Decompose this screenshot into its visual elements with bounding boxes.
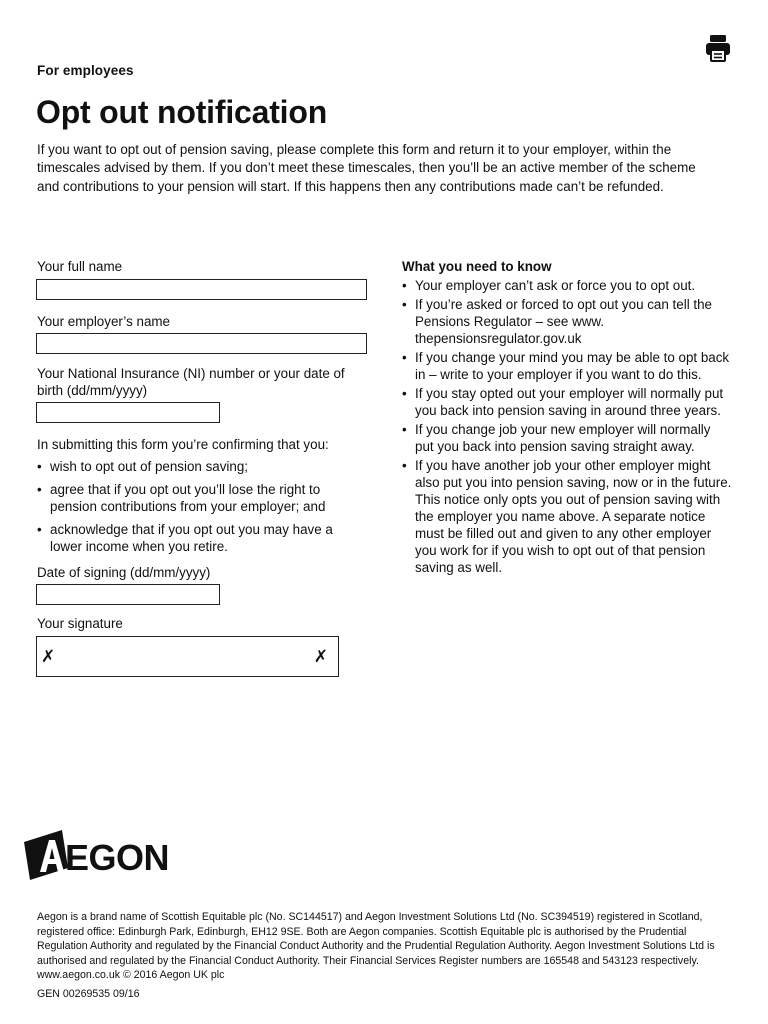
employer-name-input[interactable]	[36, 333, 367, 354]
date-of-signing-label: Date of signing (dd/mm/yyyy)	[37, 565, 211, 580]
document-reference: GEN 00269535 09/16	[37, 988, 140, 1000]
list-item: • agree that if you opt out you’ll lose the right to pension contributions from your employer; and	[37, 481, 367, 515]
ni-number-label: Your National Insurance (NI) number or your date of birth (dd/mm/yyyy)	[37, 366, 345, 398]
list-item: • If you change job your new employer will normally put you back into pension saving straight away.	[402, 421, 732, 455]
confirmation-list	[37, 458, 367, 561]
svg-text:EGON: EGON	[65, 837, 170, 878]
confirmation-intro: In submitting this form you’re confirming that you:	[37, 437, 329, 452]
date-of-signing-input[interactable]	[36, 584, 220, 605]
list-item: • Your employer can’t ask or force you to opt out.	[402, 277, 732, 294]
ni-number-input[interactable]	[36, 402, 220, 423]
full-name-input[interactable]	[36, 279, 367, 300]
list-item: • If you’re asked or forced to opt out you can tell the Pensions Regulator – see www. thepensionsregulator.gov.uk	[402, 296, 732, 347]
list-item: • If you have another job your other employer might also put you into pension saving, now or in the future. This notice only opts you out of pension saving with the employer you name above. A separate notice must be filled out and given to any other employer you work for if you wish to opt out of that pension saving as well.	[402, 457, 732, 576]
audience-label: For employees	[37, 63, 134, 78]
intro-paragraph: If you want to opt out of pension saving, please complete this form and return it to your employer, within the timescales advised by them. If you don’t meet these timescales, then you’ll be an active member of the scheme and contributions to your pension will start. If this happens then any contributions made can’t be refunded.	[37, 142, 696, 194]
signature-mark-left: ✗	[41, 647, 56, 666]
list-item: • If you change your mind you may be able to opt back in – write to your employer if you want to do this.	[402, 349, 732, 383]
printer-icon[interactable]	[703, 32, 733, 64]
full-name-label: Your full name	[37, 259, 123, 274]
signature-field[interactable]	[36, 636, 339, 677]
list-item: • wish to opt out of pension saving;	[37, 458, 367, 475]
legal-disclaimer: Aegon is a brand name of Scottish Equitable plc (No. SC144517) and Aegon Investment Solutions Ltd (No. SC394519) registered in Scotland, registered office: Edinburgh Park, Edinburgh, EH12 9SE. Both are Aegon companies. Scottish Equitable plc is authorised by the Prudential Regulation Authority and regulated by the Financial Conduct Authority and the Prudential Regulation Authority. Aegon Investment Solutions Ltd is authorised and regulated by the Financial Conduct Authority. Their Financial Services Register numbers are 165548 and 543123 respectively. www.aegon.co.uk © 2016 Aegon UK plc	[37, 911, 715, 982]
page-title: Opt out notification	[36, 94, 328, 130]
aegon-logo	[22, 828, 182, 882]
list-item: • acknowledge that if you opt out you may have a lower income when you retire.	[37, 521, 367, 555]
list-item: • If you stay opted out your employer will normally put you back into pension saving in around three years.	[402, 385, 732, 419]
what-you-need-to-know-heading: What you need to know	[402, 259, 552, 274]
employer-name-label: Your employer’s name	[37, 314, 170, 329]
signature-label: Your signature	[37, 616, 123, 631]
signature-mark-right: ✗	[313, 647, 328, 666]
what-you-need-to-know-list	[402, 277, 732, 578]
